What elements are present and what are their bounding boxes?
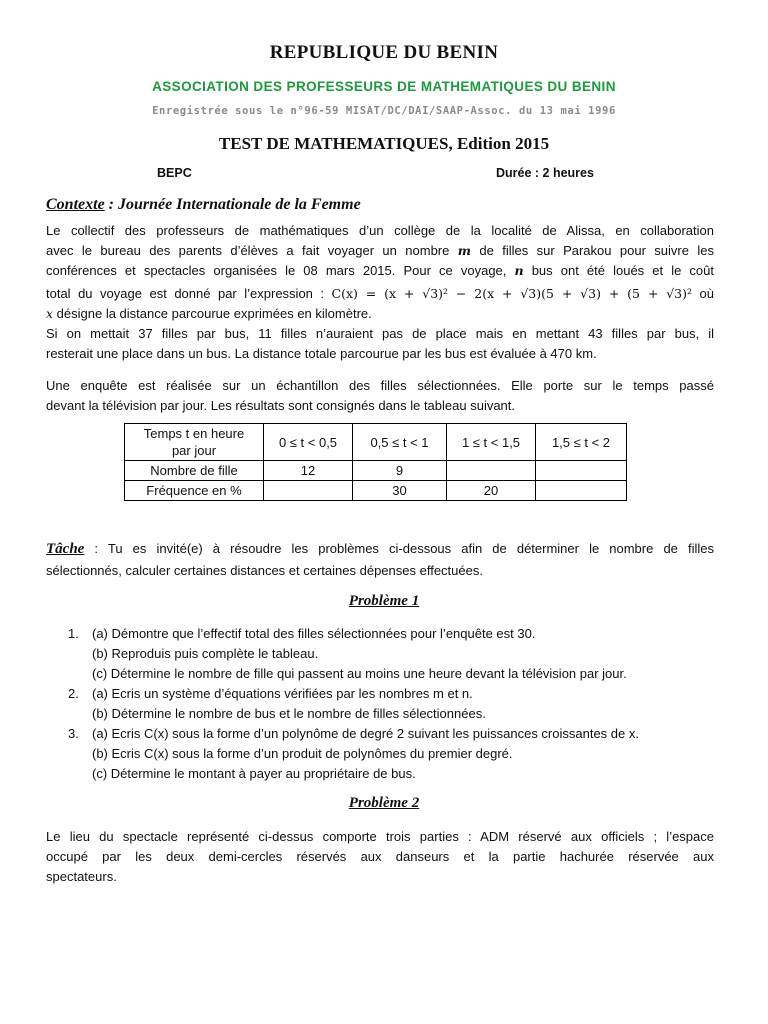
list-item: (b) Détermine le nombre de bus et le nombre de filles sélectionnées. bbox=[92, 706, 486, 721]
test-title: TEST DE MATHEMATIQUES, Edition 2015 bbox=[218, 134, 550, 153]
survey-paragraph bbox=[46, 376, 714, 416]
problem2-paragraph bbox=[46, 827, 714, 887]
exam-duration: Durée : 2 heures bbox=[496, 166, 594, 180]
list-item: (b) Ecris C(x) sous la forme d’un produit de polynômes du premier degré. bbox=[92, 746, 513, 761]
problem2-line-2: occupé par les deux demi-cercles réservés aux danseurs et la partie hachurée réservée aux bbox=[46, 849, 714, 864]
association-name: ASSOCIATION DES PROFESSEURS DE MATHEMATIQUES DU BENIN bbox=[152, 79, 616, 94]
context-title: Journée Internationale de la Femme bbox=[118, 196, 361, 213]
context-line-3: conférences et spectacles organisées le 08 mars 2015. Pour ce voyage, n bus ont été loués et le coût bbox=[46, 263, 714, 278]
problem1-title: Problème 1 bbox=[348, 593, 420, 609]
task-paragraph bbox=[46, 538, 714, 582]
var-x: x bbox=[46, 306, 54, 321]
problem2-heading bbox=[0, 794, 768, 812]
context-line-5: x désigne la distance parcourue exprimées en kilomètre. bbox=[46, 306, 372, 321]
survey-table bbox=[124, 423, 627, 501]
table-cell bbox=[536, 481, 627, 501]
context-line-6: Si on mettait 37 filles par bus, 11 filles n’auraient pas de place mais en mettant 43 filles par bus, il bbox=[46, 326, 714, 341]
survey-line-2: devant la télévision par jour. Les résultats sont consignés dans le tableau suivant. bbox=[46, 398, 516, 413]
table-cell: 12 bbox=[264, 461, 353, 481]
survey-line-1: Une enquête est réalisée sur un échantillon des filles sélectionnées. Elle porte sur le temps passé bbox=[46, 378, 714, 393]
table-cell bbox=[447, 461, 536, 481]
table-header-time: Temps t en heure par jour bbox=[125, 424, 264, 461]
task-label: Tâche bbox=[46, 541, 85, 557]
table-row bbox=[125, 424, 627, 461]
list-item: 1. (a) Démontre que l’effectif total des filles sélectionnées pour l’enquête est 30. bbox=[68, 626, 536, 641]
context-line-1: Le collectif des professeurs de mathématiques d’un collège de la localité de Alissa, en collaboration bbox=[46, 223, 714, 238]
context-line-4: total du voyage est donné par l’expression : C(x) = (x + √3)² − 2(x + √3)(5 + √3) + (5 + √3)² où bbox=[46, 286, 714, 301]
context-paragraph-1 bbox=[46, 221, 714, 364]
table-cell bbox=[536, 461, 627, 481]
table-cell bbox=[264, 481, 353, 501]
task-line-1: Tâche : Tu es invité(e) à résoudre les problèmes ci-dessous afin de déterminer le nombre de filles bbox=[46, 541, 714, 557]
problem2-line-1: Le lieu du spectacle représenté ci-dessus comporte trois parties : ADM réservé aux officiels ; l’espace bbox=[46, 829, 714, 844]
list-item: (c) Détermine le montant à payer au propriétaire de bus. bbox=[92, 766, 416, 781]
table-header-cell: 1,5 ≤ t < 2 bbox=[536, 424, 627, 461]
list-item: (c) Détermine le nombre de fille qui passent au moins une heure devant la télévision par jour. bbox=[92, 666, 627, 681]
table-cell: 9 bbox=[353, 461, 447, 481]
table-row-label: Fréquence en % bbox=[125, 481, 264, 501]
problem1-heading bbox=[0, 592, 768, 610]
registration-line: Enregistrée sous le n°96-59 MISAT/DC/DAI/SAAP-Assoc. du 13 mai 1996 bbox=[152, 105, 616, 117]
context-heading bbox=[46, 196, 361, 214]
exam-level: BEPC bbox=[157, 166, 192, 180]
country-title: REPUBLIQUE DU BENIN bbox=[269, 42, 499, 63]
table-row bbox=[125, 461, 627, 481]
list-item: 3. (a) Ecris C(x) sous la forme d’un polynôme de degré 2 suivant les puissances croissantes de x. bbox=[68, 726, 639, 741]
context-sep: : bbox=[104, 196, 118, 213]
table-row-label: Nombre de fille bbox=[125, 461, 264, 481]
table-header-cell: 0 ≤ t < 0,5 bbox=[264, 424, 353, 461]
table-row bbox=[125, 481, 627, 501]
context-line-7: resterait une place dans un bus. La distance totale parcourue par les bus est évaluée à 470 km. bbox=[46, 346, 597, 361]
list-item: (b) Reproduis puis complète le tableau. bbox=[92, 646, 319, 661]
list-item: 2. (a) Ecris un système d’équations vérifiées par les nombres m et n. bbox=[68, 686, 473, 701]
problem1-list bbox=[68, 624, 728, 784]
table-cell: 30 bbox=[353, 481, 447, 501]
problem2-line-3: spectateurs. bbox=[46, 869, 117, 884]
var-m: m bbox=[457, 243, 471, 258]
problem2-title: Problème 2 bbox=[348, 795, 420, 811]
cost-formula: C(x) = (x + √3)² − 2(x + √3)(5 + √3) + (5 + √3)² bbox=[331, 286, 693, 301]
task-line-2: sélectionnés, calculer certaines distances et certaines dépenses effectuées. bbox=[46, 563, 483, 578]
context-label: Contexte bbox=[46, 196, 105, 213]
var-n: n bbox=[514, 263, 524, 278]
context-line-2: avec le bureau des parents d’élèves a fait voyager un nombre m de filles sur Parakou pour suivre les bbox=[46, 243, 714, 258]
table-header-cell: 1 ≤ t < 1,5 bbox=[447, 424, 536, 461]
table-cell: 20 bbox=[447, 481, 536, 501]
table-header-cell: 0,5 ≤ t < 1 bbox=[353, 424, 447, 461]
